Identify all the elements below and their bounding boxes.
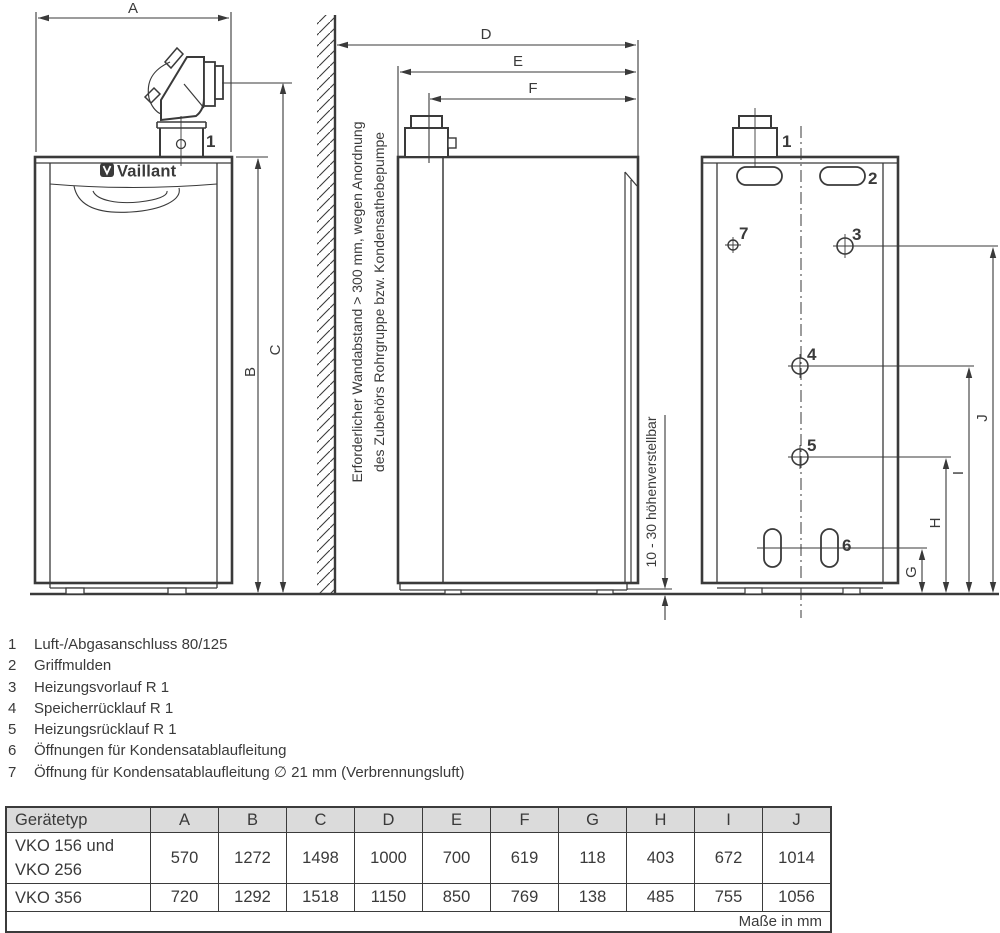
legend-item-7 xyxy=(8,762,465,783)
value-cell: 403 xyxy=(627,833,695,884)
value-cell: 570 xyxy=(151,833,219,884)
legend-num: 2 xyxy=(8,657,17,675)
wall-note-line1: Erforderlicher Wandabstand > 300 mm, wegen Anordnung xyxy=(349,121,365,483)
legend-text: Speicherrücklauf R 1 xyxy=(34,699,174,717)
col-header-J: J xyxy=(763,807,832,833)
legend-item-6 xyxy=(8,740,465,761)
dim-label-F: F xyxy=(528,80,538,97)
value-cell: 1150 xyxy=(355,884,423,912)
device-type-line: VKO 256 xyxy=(15,861,82,879)
value-cell: 769 xyxy=(491,884,559,912)
col-header-geraetetyp: Gerätetyp xyxy=(6,807,151,833)
callout-6: 6 xyxy=(842,536,852,555)
arrow xyxy=(38,15,49,21)
device-type-cell xyxy=(6,833,151,884)
arrow xyxy=(990,247,996,258)
vaillant-logo-text: Vaillant xyxy=(117,162,177,181)
value-cell: 1014 xyxy=(763,833,832,884)
arrow xyxy=(943,458,949,469)
callout-3: 3 xyxy=(852,225,862,244)
arrow xyxy=(662,595,668,606)
callout-7: 7 xyxy=(739,224,749,243)
callout-2: 2 xyxy=(868,169,878,188)
arrow xyxy=(400,69,411,75)
value-cell: 1498 xyxy=(287,833,355,884)
table-footer-row xyxy=(6,912,831,933)
rear-foot-right xyxy=(843,588,860,594)
value-cell: 485 xyxy=(627,884,695,912)
wall-hatching xyxy=(317,15,335,594)
value-cell: 619 xyxy=(491,833,559,884)
value-cell: 850 xyxy=(423,884,491,912)
arrow xyxy=(990,582,996,593)
legend-num: 7 xyxy=(8,763,17,781)
dim-label-I: I xyxy=(950,470,967,476)
front-view xyxy=(35,48,232,594)
legend-num: 4 xyxy=(8,699,17,717)
col-header-F: F xyxy=(491,807,559,833)
col-header-H: H xyxy=(627,807,695,833)
value-cell: 138 xyxy=(559,884,627,912)
side-foot-right xyxy=(597,590,613,594)
legend-text: Heizungsrücklauf R 1 xyxy=(34,721,177,739)
arrow xyxy=(218,15,229,21)
legend-text: Öffnungen für Kondensatablaufleitung xyxy=(34,742,287,760)
legend-item-5 xyxy=(8,719,465,740)
legend-text: Öffnung für Kondensatablaufleitung ∅ 21 mm (Verbrennungsluft) xyxy=(34,763,465,781)
col-header-A: A xyxy=(151,807,219,833)
callout-5: 5 xyxy=(807,436,817,455)
arrow xyxy=(625,96,636,102)
arrow xyxy=(966,367,972,378)
wall xyxy=(317,15,335,594)
callout-1-rear: 1 xyxy=(782,132,792,151)
arrow xyxy=(625,69,636,75)
callout-4: 4 xyxy=(807,345,817,364)
flue-clamp-top xyxy=(165,48,183,68)
arrow xyxy=(280,582,286,593)
device-type-cell: VKO 356 xyxy=(6,884,151,912)
side-foot-left xyxy=(445,590,461,594)
legend-text: Griffmulden xyxy=(34,657,112,675)
value-cell: 720 xyxy=(151,884,219,912)
col-header-C: C xyxy=(287,807,355,833)
dim-label-H: H xyxy=(927,517,944,529)
arrow xyxy=(430,96,441,102)
arrow xyxy=(255,158,261,169)
value-cell: 118 xyxy=(559,833,627,884)
col-header-I: I xyxy=(695,807,763,833)
front-foot-left xyxy=(66,588,84,594)
units-note: Maße in mm xyxy=(6,912,831,933)
legend xyxy=(8,634,465,783)
dim-label-B: B xyxy=(242,366,259,378)
col-header-G: G xyxy=(559,807,627,833)
grip-recess-right xyxy=(820,167,865,185)
arrow xyxy=(280,83,286,94)
arrow xyxy=(625,42,636,48)
rear-foot-left xyxy=(745,588,762,594)
side-view xyxy=(398,116,672,594)
arrow xyxy=(966,582,972,593)
dim-label-C: C xyxy=(267,344,284,356)
device-type-line: VKO 156 und xyxy=(15,837,115,855)
wall-note-line2: des Zubehörs Rohrgruppe bzw. Kondensathebepumpe xyxy=(371,131,387,473)
grip-recess-left xyxy=(737,167,782,185)
value-cell: 1056 xyxy=(763,884,832,912)
col-header-B: B xyxy=(219,807,287,833)
legend-num: 5 xyxy=(8,721,17,739)
col-header-D: D xyxy=(355,807,423,833)
dim-label-D: D xyxy=(480,26,492,43)
arrow xyxy=(919,549,925,560)
legend-item-4 xyxy=(8,698,465,719)
legend-num: 1 xyxy=(8,636,17,653)
legend-item-3 xyxy=(8,677,465,698)
dimension-table xyxy=(5,806,832,933)
arrow xyxy=(337,42,348,48)
front-foot-right xyxy=(168,588,186,594)
height-adjust-note: 10 - 30 höhenverstellbar xyxy=(643,416,659,568)
value-cell: 1000 xyxy=(355,833,423,884)
table-header-row xyxy=(6,807,831,833)
flue-clamp-left xyxy=(145,88,160,103)
value-cell: 755 xyxy=(695,884,763,912)
legend-text: Luft-/Abgasanschluss 80/125 xyxy=(34,636,228,653)
legend-num: 3 xyxy=(8,678,17,696)
arrow xyxy=(662,578,668,589)
arrow xyxy=(255,582,261,593)
value-cell: 672 xyxy=(695,833,763,884)
col-header-E: E xyxy=(423,807,491,833)
legend-text: Heizungsvorlauf R 1 xyxy=(34,678,170,696)
legend-item-1 xyxy=(8,634,465,655)
value-cell: 700 xyxy=(423,833,491,884)
dimension-F xyxy=(429,93,636,163)
side-flue-stub xyxy=(405,116,456,157)
arrow xyxy=(919,582,925,593)
value-cell: 1292 xyxy=(219,884,287,912)
legend-item-2 xyxy=(8,655,465,676)
value-cell: 1272 xyxy=(219,833,287,884)
dim-label-J: J xyxy=(974,414,991,422)
table-row xyxy=(6,833,831,884)
table-row xyxy=(6,884,831,912)
callout-1-front: 1 xyxy=(206,132,216,151)
legend-num: 6 xyxy=(8,742,17,760)
dim-label-E: E xyxy=(512,53,524,70)
value-cell: 1518 xyxy=(287,884,355,912)
arrow xyxy=(943,582,949,593)
dim-label-A: A xyxy=(127,0,139,17)
dim-label-G: G xyxy=(903,566,920,578)
